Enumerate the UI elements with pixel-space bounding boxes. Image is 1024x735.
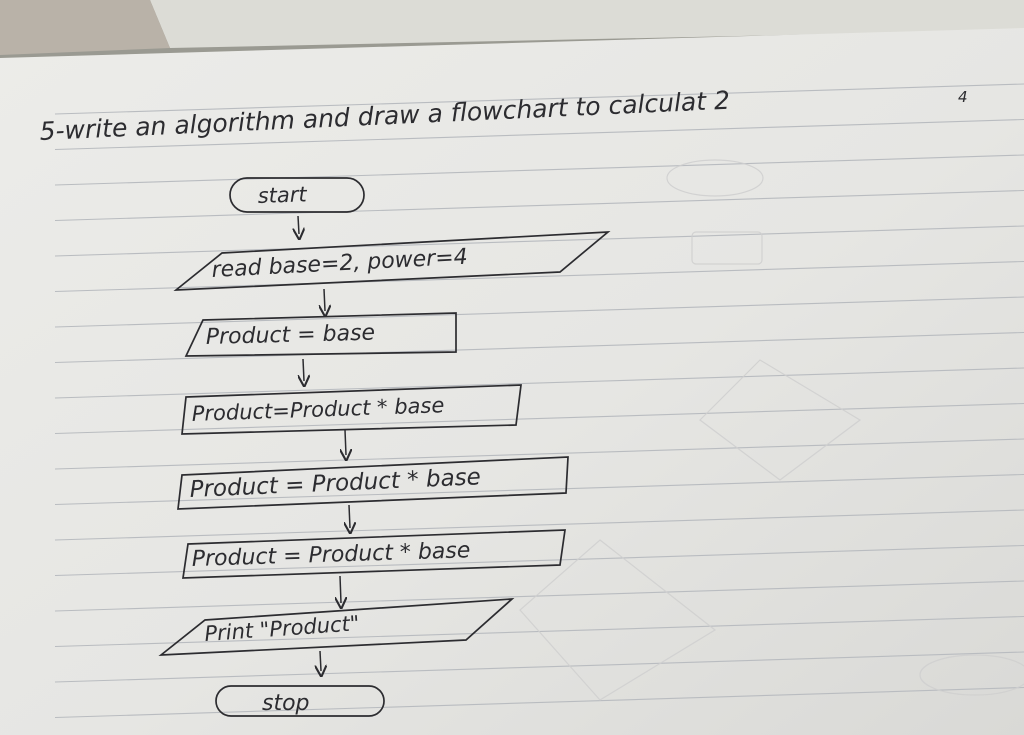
stop-label: stop	[262, 691, 310, 716]
step2-label: Product = Product * base	[189, 464, 482, 503]
arrow-step2-step3	[349, 505, 350, 528]
arrow-input-init	[324, 289, 325, 311]
arrow-step3-output	[340, 576, 341, 603]
arrow-step1-step2	[345, 430, 346, 455]
input-label: read base=2, power=4	[211, 244, 469, 283]
question-title: 5-write an algorithm and draw a flowchart to calculat 2	[38, 85, 731, 146]
arrow-start-input	[298, 216, 299, 234]
question-exponent: 4	[958, 88, 968, 106]
arrow-output-stop	[320, 651, 321, 671]
arrow-init-step1	[303, 359, 304, 381]
output-label: Print "Product"	[203, 611, 361, 646]
step3-label: Product = Product * base	[191, 538, 471, 572]
start-label: start	[257, 182, 308, 208]
step1-label: Product=Product * base	[191, 393, 445, 426]
init-label: Product = base	[205, 320, 376, 350]
